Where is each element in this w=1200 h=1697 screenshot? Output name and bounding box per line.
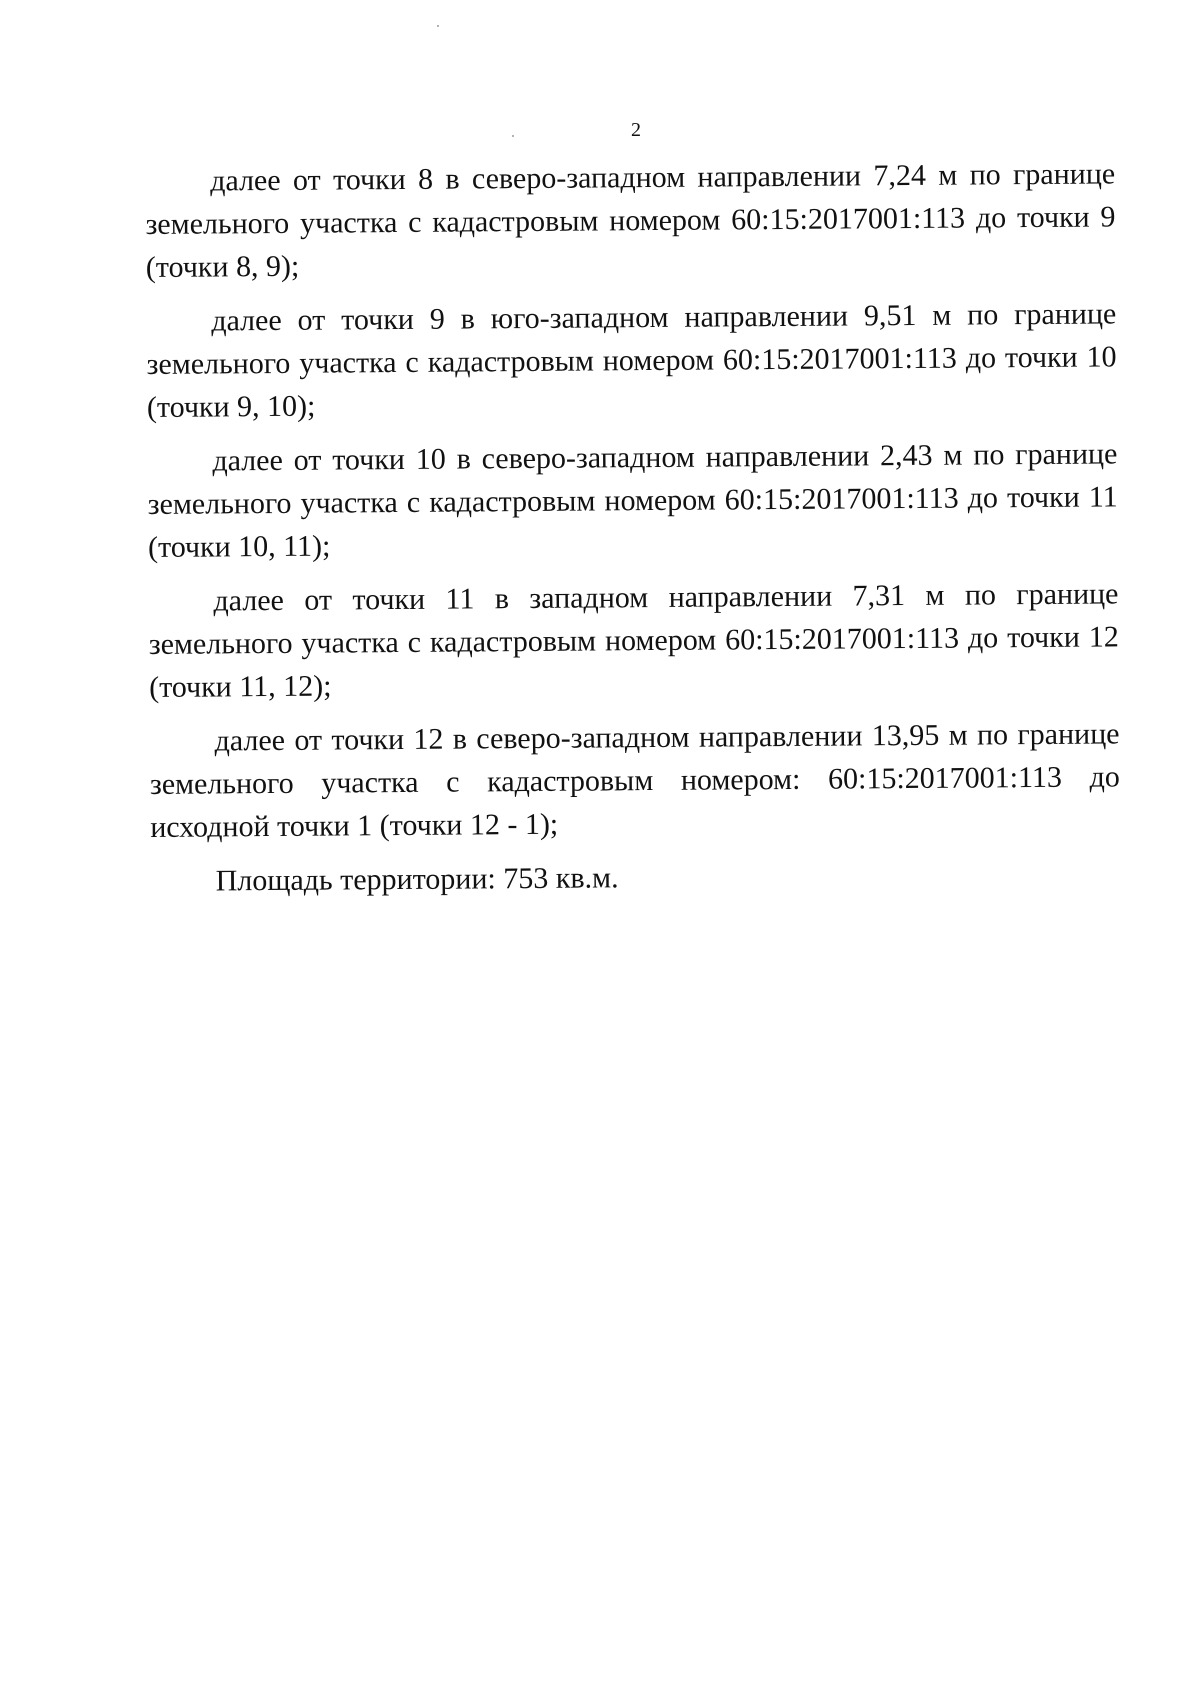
document-body <box>145 152 1121 914</box>
page-number: 2 <box>631 119 641 141</box>
scan-artifact-dot <box>437 25 439 27</box>
boundary-paragraph-11-12: далее от точки 11 в западном направлении 7,31 м по границе земельного участка с кадастровым номером 60:15:2017001:113 до точки 12 (точки 11, 12); <box>148 577 1119 704</box>
boundary-paragraph-10-11: далее от точки 10 в северо-западном направлении 2,43 м по границе земельного участка с кадастровым номером 60:15:2017001:113 до точки 11 (точки 10, 11); <box>147 437 1118 564</box>
boundary-paragraph-12-1: далее от точки 12 в северо-западном направлении 13,95 м по границе земельного участка с кадастровым номером: 60:15:2017001:113 до исходной точки 1 (точки 12 - 1); <box>149 717 1121 844</box>
boundary-paragraph-9-10: далее от точки 9 в юго-западном направлении 9,51 м по границе земельного участка с кадастровым номером 60:15:2017001:113 до точки 10 (точки 9, 10); <box>146 297 1117 424</box>
scan-artifact-dot <box>512 135 514 137</box>
boundary-paragraph-8-9: далее от точки 8 в северо-западном направлении 7,24 м по границе земельного участка с кадастровым номером 60:15:2017001:113 до точки 9 (точки 8, 9); <box>145 157 1116 284</box>
area-statement: Площадь территории: 753 кв.м. <box>215 861 619 898</box>
